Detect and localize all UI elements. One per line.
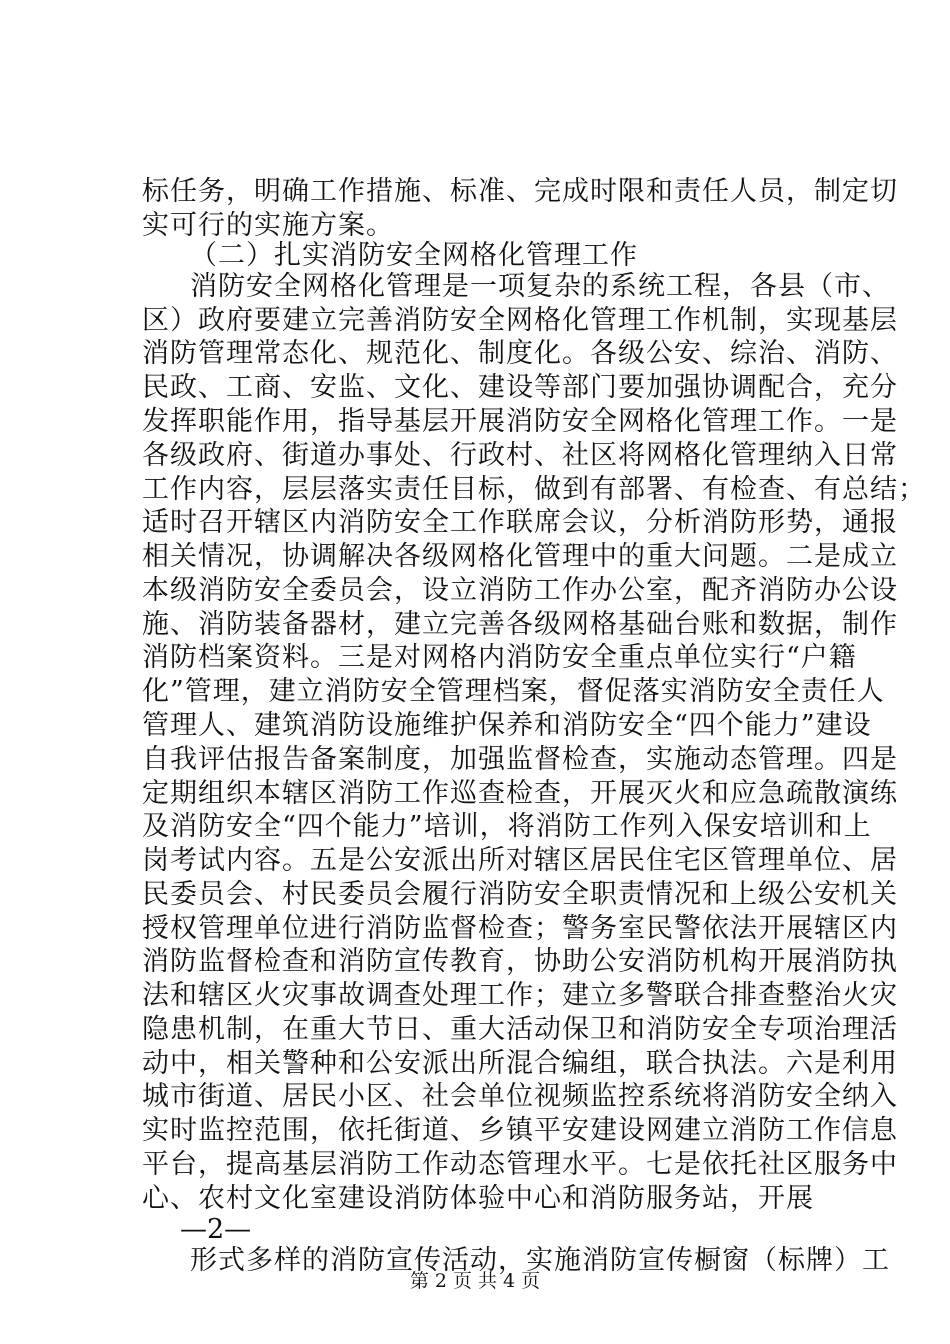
body-text-line: 适时召开辖区内消防安全工作联席会议，分析消防形势，通报 [142, 507, 898, 538]
body-text-line: 标任务，明确工作措施、标准、完成时限和责任人员，制定切 [142, 176, 898, 207]
body-text-line: 民政、工商、安监、文化、建设等部门要加强协调配合，充分 [142, 372, 898, 403]
body-text-line: 法和辖区火灾事故调查处理工作；建立多警联合排查整治火灾 [142, 980, 898, 1011]
inline-page-number: —2— [180, 1214, 252, 1245]
body-text-line: 相关情况，协调解决各级网格化管理中的重大问题。二是成立 [142, 541, 898, 572]
next-page-first-line: 形式多样的消防宣传活动，实施消防宣传橱窗（标牌）工 [190, 1245, 890, 1276]
body-text-line: 心、农村文化室建设消防体验中心和消防服务站，开展 [142, 1183, 814, 1214]
body-text-line: 实可行的实施方案。 [142, 210, 394, 241]
body-text-line: 隐患机制，在重大节日、重大活动保卫和消防安全专项治理活 [142, 1014, 898, 1045]
body-text-line: 平台，提高基层消防工作动态管理水平。七是依托社区服务中 [142, 1149, 898, 1180]
body-text-line: 消防监督检查和消防宣传教育，协助公安消防机构开展消防执 [142, 946, 898, 977]
body-text-line: 自我评估报告备案制度，加强监督检查，实施动态管理。四是 [142, 744, 898, 775]
section-heading: （二）扎实消防安全网格化管理工作 [190, 240, 638, 271]
body-text-line: 发挥职能作用，指导基层开展消防安全网格化管理工作。一是 [142, 406, 898, 437]
body-text-line: 化”管理，建立消防安全管理档案，督促落实消防安全责任人 [142, 676, 885, 707]
body-text-line: 施、消防装备器材，建立完善各级网格基础台账和数据，制作 [142, 609, 898, 640]
body-text-line: 定期组织本辖区消防工作巡查检查，开展灭火和应急疏散演练 [142, 778, 898, 809]
body-text-line: 区）政府要建立完善消防安全网格化管理工作机制，实现基层 [142, 305, 898, 336]
body-text-line: 岗考试内容。五是公安派出所对辖区居民住宅区管理单位、居 [142, 845, 898, 876]
body-text-line: 实时监控范围，依托街道、乡镇平安建设网建立消防工作信息 [142, 1115, 898, 1146]
body-text-line: 工作内容，层层落实责任目标，做到有部署、有检查、有总结； [142, 474, 926, 505]
body-text-line: 管理人、建筑消防设施维护保养和消防安全“四个能力”建设 [142, 710, 872, 741]
body-text-line: 授权管理单位进行消防监督检查；警务室民警依法开展辖区内 [142, 913, 898, 944]
body-text-line: 本级消防安全委员会，设立消防工作办公室，配齐消防办公设 [142, 575, 898, 606]
body-text-line: 消防档案资料。三是对网格内消防安全重点单位实行“户籍 [142, 642, 857, 673]
body-text-line: 民委员会、村民委员会履行消防安全职责情况和上级公安机关 [142, 879, 898, 910]
body-text-line: 消防管理常态化、规范化、制度化。各级公安、综治、消防、 [142, 338, 898, 369]
page-footer: 第 2 页 共 4 页 [409, 1270, 541, 1292]
body-text-line: 各级政府、街道办事处、行政村、社区将网格化管理纳入日常 [142, 440, 898, 471]
paragraph-first-line: 消防安全网格化管理是一项复杂的系统工程，各县（市、 [190, 271, 890, 302]
body-text-line: 及消防安全“四个能力”培训，将消防工作列入保安培训和上 [142, 811, 872, 842]
body-text-line: 动中，相关警种和公安派出所混合编组，联合执法。六是利用 [142, 1048, 898, 1079]
body-text-line: 城市街道、居民小区、社会单位视频监控系统将消防安全纳入 [142, 1081, 898, 1112]
